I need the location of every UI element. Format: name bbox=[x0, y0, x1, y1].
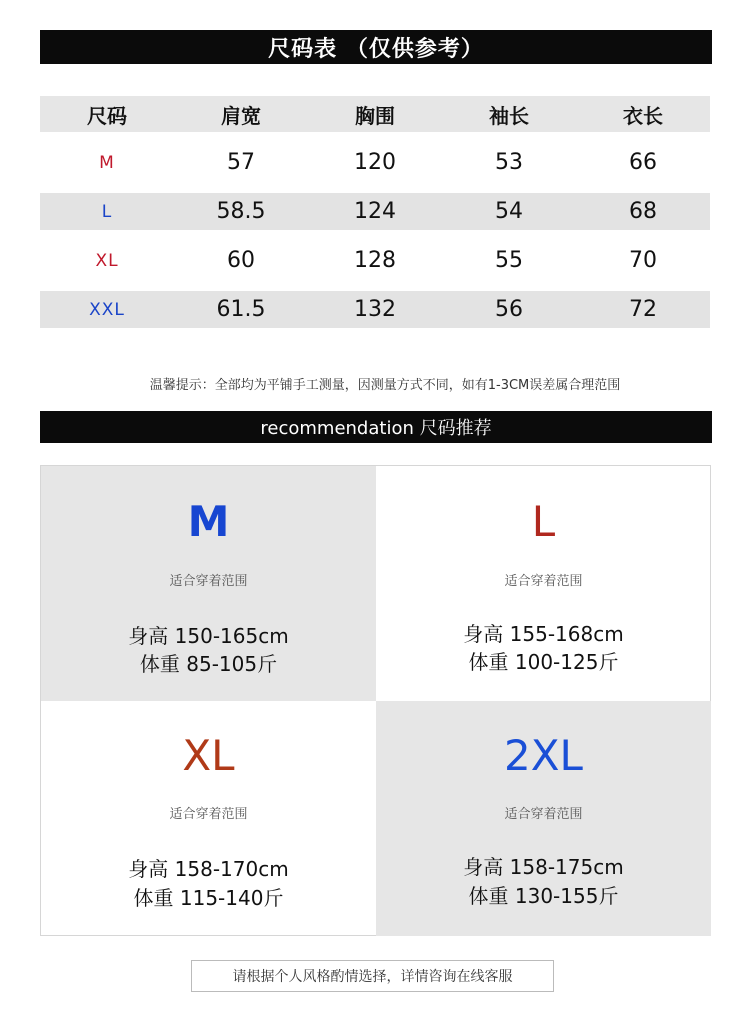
weight-range: 体重 85-105斤 bbox=[139, 652, 278, 676]
recommend-size: 2XL bbox=[504, 731, 583, 780]
recommend-size: M bbox=[187, 497, 230, 546]
table-cell: 70 bbox=[629, 248, 657, 273]
range-label: 适合穿着范围 bbox=[169, 574, 248, 589]
recommendation-grid bbox=[40, 465, 711, 936]
range-label: 适合穿着范围 bbox=[169, 807, 248, 822]
recommendation-header bbox=[40, 411, 712, 443]
weight-range: 体重 100-125斤 bbox=[468, 650, 619, 674]
table-cell: 60 bbox=[227, 248, 255, 273]
table-row bbox=[40, 132, 710, 193]
size-label: M bbox=[99, 152, 115, 173]
footer-text: 请根据个人风格酌情选择，详情咨询在线客服 bbox=[232, 969, 513, 985]
measurement-tip: 温馨提示：全部均为平铺手工测量，因测量方式不同，如有1-3CM误差属合理范围 bbox=[149, 378, 621, 393]
col-header-chest: 胸围 bbox=[308, 96, 442, 132]
range-label: 适合穿着范围 bbox=[504, 574, 583, 589]
weight-range: 体重 115-140斤 bbox=[133, 886, 284, 910]
recommend-size: L bbox=[531, 497, 556, 546]
footer-note bbox=[191, 960, 554, 992]
size-chart-title: 尺码表 （仅供参考） bbox=[268, 36, 484, 62]
size-label: XL bbox=[95, 250, 119, 271]
table-cell: 132 bbox=[308, 291, 442, 328]
size-label: XXL bbox=[40, 291, 174, 328]
size-table bbox=[40, 96, 710, 328]
weight-range: 体重 130-155斤 bbox=[468, 884, 619, 908]
height-range: 身高 158-175cm bbox=[463, 855, 624, 879]
table-cell: 128 bbox=[354, 248, 396, 273]
height-range: 身高 150-165cm bbox=[128, 624, 289, 648]
recommendation-title: recommendation 尺码推荐 bbox=[260, 418, 492, 439]
size-chart-header bbox=[40, 30, 712, 64]
table-row bbox=[40, 193, 710, 230]
recommendation-card-2xl bbox=[376, 701, 711, 936]
table-cell: 124 bbox=[308, 193, 442, 230]
table-header-row bbox=[40, 96, 710, 132]
col-header-length: 衣长 bbox=[576, 96, 710, 132]
table-cell: 57 bbox=[227, 150, 255, 175]
recommendation-card-l bbox=[376, 466, 711, 701]
recommend-size: XL bbox=[182, 731, 235, 780]
table-cell: 55 bbox=[495, 248, 523, 273]
range-label: 适合穿着范围 bbox=[504, 807, 583, 822]
table-cell: 68 bbox=[576, 193, 710, 230]
recommendation-card-xl bbox=[41, 701, 376, 936]
table-row bbox=[40, 230, 710, 291]
col-header-sleeve: 袖长 bbox=[442, 96, 576, 132]
height-range: 身高 155-168cm bbox=[463, 622, 624, 646]
table-cell: 58.5 bbox=[174, 193, 308, 230]
table-row bbox=[40, 291, 710, 328]
table-cell: 56 bbox=[442, 291, 576, 328]
col-header-size: 尺码 bbox=[40, 96, 174, 132]
table-cell: 61.5 bbox=[174, 291, 308, 328]
height-range: 身高 158-170cm bbox=[128, 857, 289, 881]
table-cell: 53 bbox=[495, 150, 523, 175]
recommendation-card-m bbox=[41, 466, 376, 701]
col-header-shoulder: 肩宽 bbox=[174, 96, 308, 132]
table-cell: 54 bbox=[442, 193, 576, 230]
table-cell: 72 bbox=[576, 291, 710, 328]
table-cell: 66 bbox=[629, 150, 657, 175]
size-label: L bbox=[40, 193, 174, 230]
table-cell: 120 bbox=[354, 150, 396, 175]
